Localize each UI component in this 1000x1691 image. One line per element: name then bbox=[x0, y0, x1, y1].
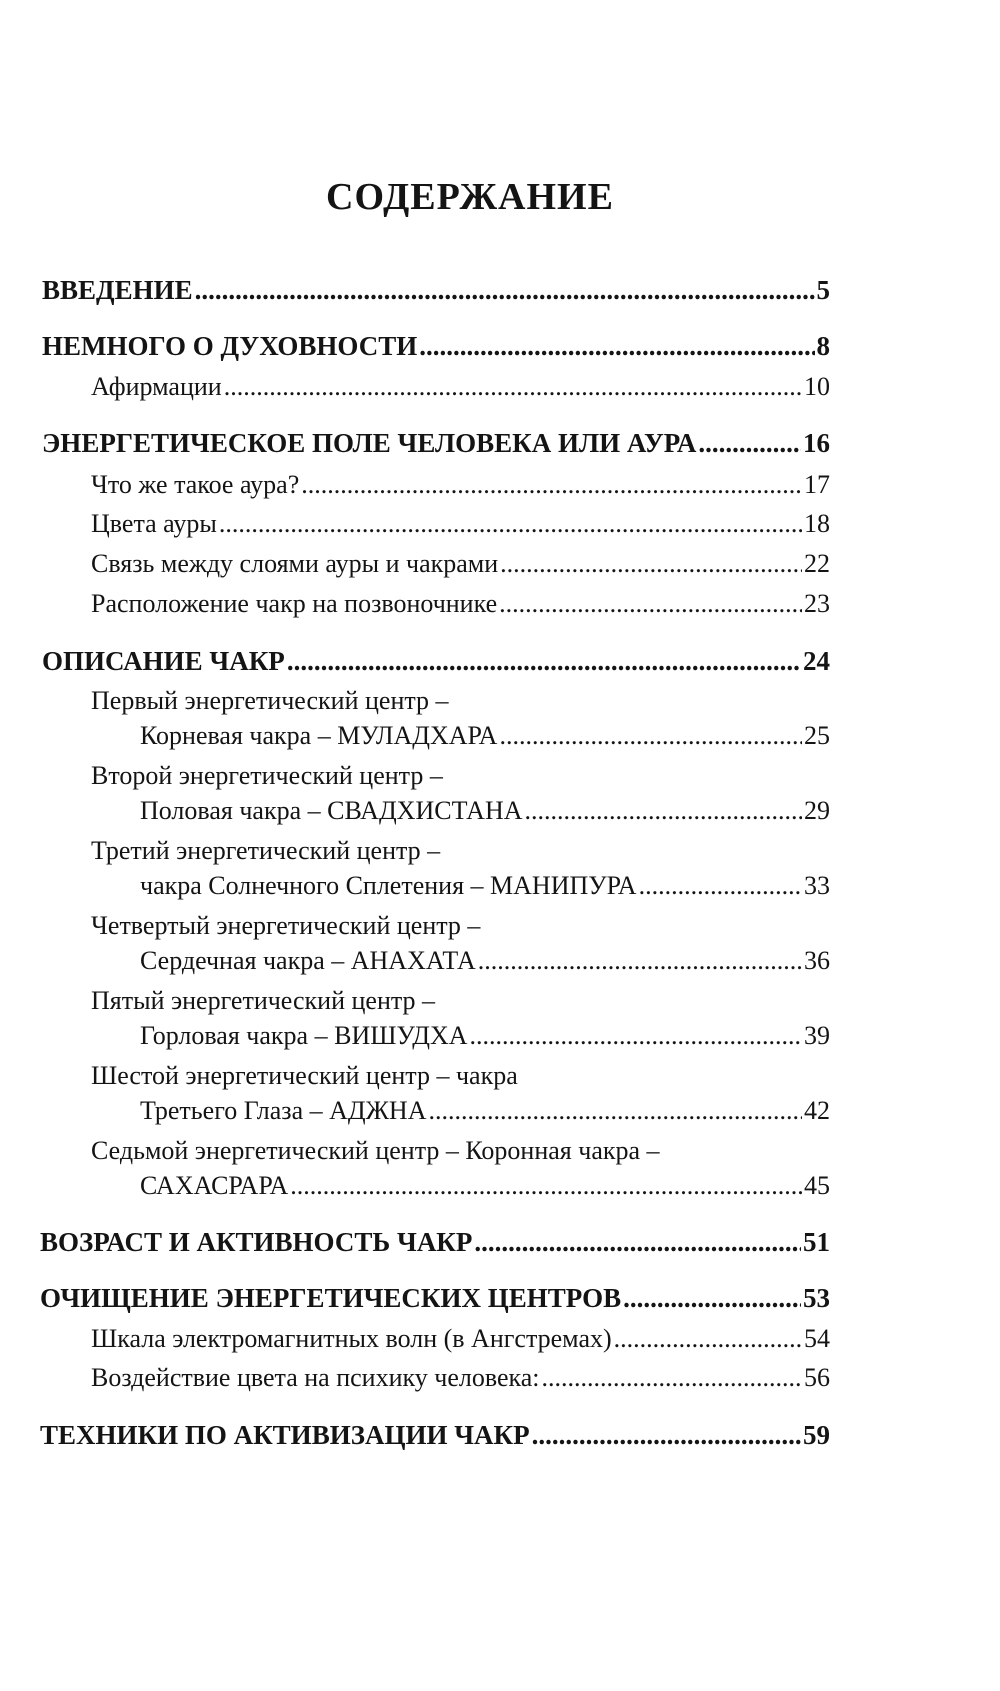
toc-entry-vozrast[interactable] bbox=[40, 1229, 830, 1256]
dot-leader bbox=[532, 1422, 801, 1449]
dot-leader bbox=[639, 873, 802, 899]
toc-entry-label: ЭНЕРГЕТИЧЕСКОЕ ПОЛЕ ЧЕЛОВЕКА ИЛИ АУРА bbox=[42, 428, 697, 458]
toc-page-number: 53 bbox=[803, 1283, 830, 1313]
toc-entry-label: ВВЕДЕНИЕ bbox=[42, 275, 193, 305]
toc-page-number: 22 bbox=[804, 549, 830, 578]
toc-entry-chakra1-line1[interactable]: Первый энергетический центр – bbox=[91, 686, 449, 715]
toc-entry-label: Афирмации bbox=[91, 372, 222, 401]
toc-entry-vvedenie[interactable] bbox=[42, 277, 830, 304]
toc-entry-afirmatsii[interactable] bbox=[91, 374, 830, 400]
dot-leader bbox=[219, 511, 802, 537]
toc-entry-chakra3-line1[interactable]: Третий энергетический центр – bbox=[91, 836, 441, 865]
toc-entry-label: Сердечная чакра – АНАХАТА bbox=[140, 946, 476, 975]
toc-entry-chakra1[interactable] bbox=[140, 723, 830, 749]
dot-leader bbox=[287, 648, 801, 675]
toc-entry-label: ОЧИЩЕНИЕ ЭНЕРГЕТИЧЕСКИХ ЦЕНТРОВ bbox=[40, 1283, 622, 1313]
toc-entry-chakra7[interactable] bbox=[140, 1173, 830, 1199]
dot-leader bbox=[499, 591, 802, 617]
toc-entry-shkala[interactable] bbox=[91, 1326, 830, 1352]
dot-leader bbox=[474, 1229, 801, 1256]
toc-page-number: 17 bbox=[804, 470, 830, 499]
dot-leader bbox=[614, 1326, 802, 1352]
toc-entry-dukhovnost[interactable] bbox=[42, 333, 830, 360]
dot-leader bbox=[500, 551, 802, 577]
toc-entry-label: ОПИСАНИЕ ЧАКР bbox=[42, 646, 285, 676]
toc-page-number: 10 bbox=[804, 372, 830, 401]
toc-entry-chakra7-line1[interactable]: Седьмой энергетический центр – Коронная чакра – bbox=[91, 1136, 660, 1165]
toc-entry-label: Шкала электромагнитных волн (в Ангстремах) bbox=[91, 1324, 612, 1353]
dot-leader bbox=[542, 1365, 802, 1391]
toc-entry-tsveta-aury[interactable] bbox=[91, 511, 830, 537]
toc-page-number: 24 bbox=[803, 646, 830, 676]
toc-entry-ochishchenie[interactable] bbox=[40, 1285, 830, 1312]
toc-page-number: 16 bbox=[803, 428, 830, 458]
toc-entry-svyaz[interactable] bbox=[91, 551, 830, 577]
toc-entry-chakra3[interactable] bbox=[140, 873, 830, 899]
toc-page-number: 18 bbox=[804, 509, 830, 538]
toc-entry-vozdeystvie[interactable] bbox=[91, 1365, 830, 1391]
dot-leader bbox=[224, 374, 802, 400]
toc-entry-label: Горловая чакра – ВИШУДХА bbox=[140, 1021, 468, 1050]
toc-page-number: 25 bbox=[804, 721, 830, 750]
dot-leader bbox=[301, 472, 802, 498]
toc-entry-label: ВОЗРАСТ И АКТИВНОСТЬ ЧАКР bbox=[40, 1227, 473, 1257]
dot-leader bbox=[698, 430, 801, 457]
toc-entry-chakra6[interactable] bbox=[140, 1098, 830, 1124]
toc-page-number: 56 bbox=[804, 1363, 830, 1392]
toc-entry-tekhniki[interactable] bbox=[40, 1422, 830, 1449]
toc-entry-label: НЕМНОГО О ДУХОВНОСТИ bbox=[42, 331, 418, 361]
toc-entry-label: ТЕХНИКИ ПО АКТИВИЗАЦИИ ЧАКР bbox=[40, 1420, 530, 1450]
page-title: СОДЕРЖАНИЕ bbox=[326, 176, 614, 218]
toc-entry-label: Воздействие цвета на психику человека: bbox=[91, 1363, 540, 1392]
toc-entry-chakra4[interactable] bbox=[140, 948, 830, 974]
toc-page-number: 54 bbox=[804, 1324, 830, 1353]
dot-leader bbox=[419, 333, 814, 360]
toc-entry-label: САХАСРАРА bbox=[140, 1171, 289, 1200]
toc-entry-chakra2[interactable] bbox=[140, 798, 830, 824]
toc-entry-label: Цвета ауры bbox=[91, 509, 217, 538]
dot-leader bbox=[428, 1098, 802, 1124]
toc-page-number: 8 bbox=[816, 331, 830, 361]
toc-page-number: 29 bbox=[804, 796, 830, 825]
toc-page-number: 23 bbox=[804, 589, 830, 618]
dot-leader bbox=[499, 723, 802, 749]
toc-page-number: 59 bbox=[803, 1420, 830, 1450]
toc-page-number: 51 bbox=[803, 1227, 830, 1257]
toc-page-number: 5 bbox=[816, 275, 830, 305]
toc-entry-label: Связь между слоями ауры и чакрами bbox=[91, 549, 499, 578]
toc-entry-chto-aura[interactable] bbox=[91, 472, 830, 498]
dot-leader bbox=[290, 1173, 802, 1199]
toc-entry-label: Что же такое аура? bbox=[91, 470, 300, 499]
dot-leader bbox=[623, 1285, 801, 1312]
toc-page-number: 42 bbox=[804, 1096, 830, 1125]
toc-entry-label: чакра Солнечного Сплетения – МАНИПУРА bbox=[140, 871, 637, 900]
dot-leader bbox=[525, 798, 803, 824]
toc-entry-chakra5[interactable] bbox=[140, 1023, 830, 1049]
toc-entry-raspolozhenie[interactable] bbox=[91, 591, 830, 617]
toc-entry-chakra6-line1[interactable]: Шестой энергетический центр – чакра bbox=[91, 1061, 518, 1090]
toc-entry-opisanie[interactable] bbox=[42, 648, 830, 675]
toc-entry-label: Половая чакра – СВАДХИСТАНА bbox=[140, 796, 523, 825]
toc-page-number: 45 bbox=[804, 1171, 830, 1200]
toc-entry-chakra2-line1[interactable]: Второй энергетический центр – bbox=[91, 761, 443, 790]
dot-leader bbox=[470, 1023, 802, 1049]
toc-entry-label: Корневая чакра – МУЛАДХАРА bbox=[140, 721, 498, 750]
toc-entry-label: Расположение чакр на позвоночнике bbox=[91, 589, 498, 618]
toc-entry-energ-pole[interactable] bbox=[42, 430, 830, 457]
toc-entry-label: Третьего Глаза – АДЖНА bbox=[140, 1096, 427, 1125]
toc-page-number: 39 bbox=[804, 1021, 830, 1050]
dot-leader bbox=[195, 277, 815, 304]
toc-entry-chakra4-line1[interactable]: Четвертый энергетический центр – bbox=[91, 911, 481, 940]
toc-entry-chakra5-line1[interactable]: Пятый энергетический центр – bbox=[91, 986, 436, 1015]
toc-page-number: 33 bbox=[804, 871, 830, 900]
dot-leader bbox=[478, 948, 802, 974]
toc-page-number: 36 bbox=[804, 946, 830, 975]
